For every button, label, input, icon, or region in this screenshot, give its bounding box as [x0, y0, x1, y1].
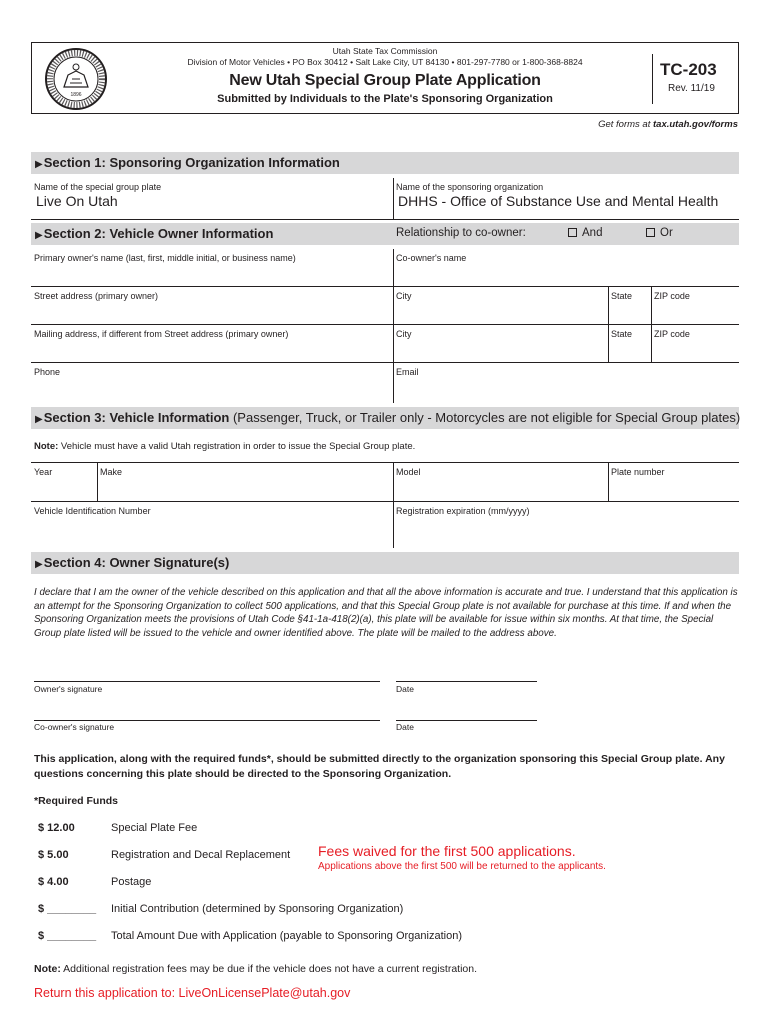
zip-field[interactable]: ZIP code	[651, 287, 739, 325]
get-forms-line: Get forms at tax.utah.gov/forms	[598, 119, 738, 130]
fee-description: Initial Contribution (determined by Sponsoring Organization)	[111, 903, 404, 915]
section-1-header: ▶Section 1: Sponsoring Organization Information	[31, 152, 739, 174]
state-field[interactable]: State	[608, 287, 651, 325]
co-owner-signature-label: Co-owner's signature	[34, 722, 115, 732]
section-2-header: ▶Section 2: Vehicle Owner Information Relationship to co-owner: And Or	[31, 223, 739, 245]
arrow-right-icon: ▶	[35, 559, 43, 570]
relationship-or-option[interactable]: Or	[646, 227, 673, 239]
relationship-label: Relationship to co-owner:	[396, 227, 526, 239]
owner-signature-label: Owner's signature	[34, 684, 103, 694]
total-amount-blank[interactable]: $ ________	[38, 930, 97, 942]
arrow-right-icon: ▶	[35, 159, 43, 170]
section-3-header: ▶Section 3: Vehicle Information (Passenger, Truck, or Trailer only - Motorcycles are not eligible for Special Group plates)	[31, 407, 739, 429]
submission-instructions: This application, along with the required funds*, should be submitted directly to the organization sponsoring this Special Group plate. Any questions concerning this plate should be directed to the Sponsoring Organization.	[34, 753, 725, 780]
co-owner-date-line[interactable]	[396, 720, 537, 721]
city-field[interactable]: City	[393, 287, 608, 325]
fee-amount: $ 5.00	[38, 849, 69, 861]
fee-amount: $ 12.00	[38, 822, 75, 834]
fee-description: Registration and Decal Replacement	[111, 849, 291, 861]
checkbox-and[interactable]	[568, 228, 577, 237]
form-number: TC-203	[660, 60, 717, 79]
svg-text:1896: 1896	[70, 92, 82, 98]
plate-name-field[interactable]: Name of the special group plate Live On Utah	[31, 178, 393, 220]
street-address-field[interactable]: Street address (primary owner)	[31, 287, 393, 325]
fee-description: Postage	[111, 876, 152, 888]
email-field[interactable]: Email	[396, 367, 419, 377]
year-field[interactable]: Year	[31, 462, 97, 502]
co-owner-date-label: Date	[396, 722, 414, 732]
org-name-value[interactable]: DHHS - Office of Substance Use and Mental Health	[398, 193, 719, 209]
mailing-address-field[interactable]: Mailing address, if different from Street address (primary owner)	[31, 325, 393, 363]
agency-address: Division of Motor Vehicles • PO Box 30412 • Salt Lake City, UT 84130 • 801-297-7780 or 1-800-368-8824	[187, 57, 583, 67]
vin-field[interactable]: Vehicle Identification Number	[34, 506, 151, 516]
checkbox-or[interactable]	[646, 228, 655, 237]
owner-signature-line[interactable]	[34, 681, 380, 682]
get-forms-link[interactable]: tax.utah.gov/forms	[653, 119, 738, 130]
form-title: New Utah Special Group Plate Application	[229, 72, 541, 89]
section-4-header: ▶Section 4: Owner Signature(s)	[31, 552, 739, 574]
org-name-field[interactable]: Name of the sponsoring organization DHHS - Office of Substance Use and Mental Health	[393, 178, 739, 220]
arrow-right-icon: ▶	[35, 414, 43, 425]
fee-amount: $ 4.00	[38, 876, 69, 888]
form-subtitle: Submitted by Individuals to the Plate's Sponsoring Organization	[217, 93, 553, 105]
co-owner-field[interactable]: Co-owner's name	[393, 249, 739, 287]
primary-owner-field[interactable]: Primary owner's name (last, first, middle initial, or business name)	[31, 249, 393, 287]
additional-fees-note: Note: Additional registration fees may be due if the vehicle does not have a current registration.	[34, 963, 478, 975]
contribution-amount-blank[interactable]: $ ________	[38, 903, 97, 915]
return-address: Return this application to: LiveOnLicensePlate@utah.gov	[34, 986, 351, 1000]
fee-waiver-notice: Fees waived for the first 500 applications.	[318, 843, 576, 859]
state-seal-icon	[44, 47, 108, 111]
fee-description: Special Plate Fee	[111, 822, 198, 834]
revision-date: Rev. 11/19	[668, 83, 715, 94]
fee-waiver-detail: Applications above the first 500 will be returned to the applicants.	[318, 861, 606, 872]
owner-declaration: I declare that I am the owner of the vehicle described on this application and that all the above information is accurate and true. I understand that this application is an attempt for the Sponsoring Organization to collect 500 applications, and that this Special Group plate is not available for purchase at this time. If and when the Sponsoring Organization meets the provisions of Utah Code §41-1a-418(2)(a), this plate will be available for issue within six months. At that time, the Special Group plate listed will be issued to the vehicle and owner identified above. The plate will be mailed to the address above.	[34, 587, 738, 639]
owner-date-line[interactable]	[396, 681, 537, 682]
vehicle-registration-note: Note: Vehicle must have a valid Utah registration in order to issue the Special Group plate.	[34, 441, 416, 452]
owner-date-label: Date	[396, 684, 414, 694]
agency-name: Utah State Tax Commission	[332, 46, 438, 56]
arrow-right-icon: ▶	[35, 230, 43, 241]
phone-field[interactable]: Phone	[34, 367, 61, 377]
co-owner-signature-line[interactable]	[34, 720, 380, 721]
mailing-zip-field[interactable]: ZIP code	[651, 325, 739, 363]
required-funds-title: *Required Funds	[34, 795, 119, 807]
plate-name-value[interactable]: Live On Utah	[36, 193, 118, 209]
mailing-city-field[interactable]: City	[393, 325, 608, 363]
model-field[interactable]: Model	[393, 462, 608, 502]
registration-expiration-field[interactable]: Registration expiration (mm/yyyy)	[396, 506, 530, 516]
make-field[interactable]: Make	[97, 462, 393, 502]
relationship-and-option[interactable]: And	[568, 227, 602, 239]
header-titles	[130, 46, 640, 105]
mailing-state-field[interactable]: State	[608, 325, 651, 363]
plate-number-field[interactable]: Plate number	[608, 462, 739, 502]
fee-description: Total Amount Due with Application (payable to Sponsoring Organization)	[111, 930, 462, 942]
